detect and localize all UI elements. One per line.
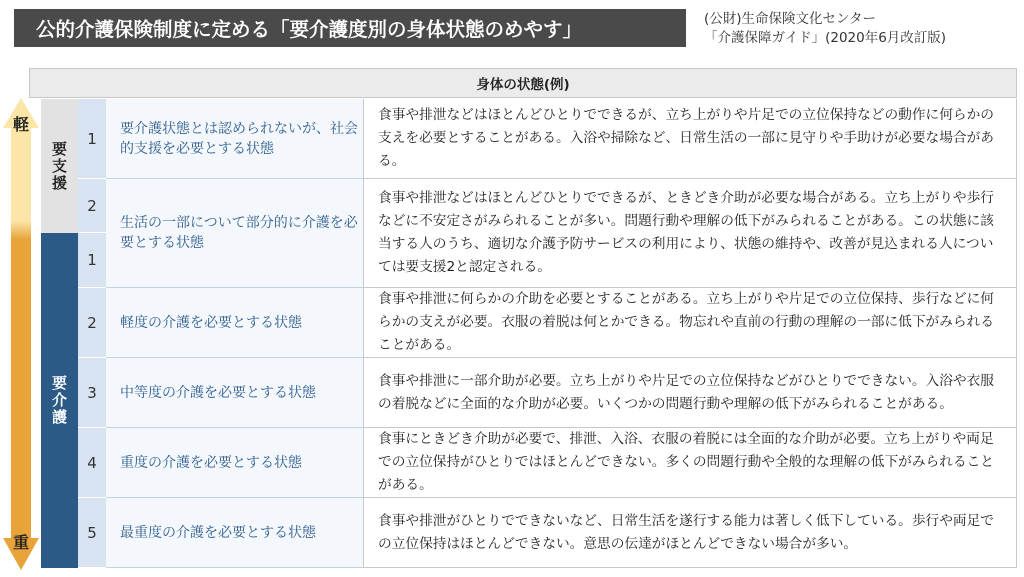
state-description (363, 288, 1017, 358)
group-label-kaigo (41, 233, 78, 568)
description-text: 食事や排泄に一部介助が必要。立ち上がりや片足での立位保持などがひとりでできない。入浴や衣服の着脱などに全面的な介助が必要。いくつかの問題行動や理解の低下がみられることがある。 (378, 372, 994, 412)
level-number: 4 (78, 428, 106, 498)
table-header: 身体の状態(例) (29, 68, 1017, 98)
level-number: 3 (78, 358, 106, 428)
scale-light-label: 軽 (12, 115, 30, 134)
state-description (363, 498, 1017, 568)
level-number: 1 (78, 233, 106, 288)
state-summary: 最重度の介護を必要とする状態 (106, 498, 363, 568)
description-text: 食事にときどき介助が必要で、排泄、入浴、衣服の着脱には全面的な介助が必要。立ち上がりや両足での立位保持がひとりではほとんどできない。多くの問題行動や全般的な理解の低下がみられることがある。 (378, 431, 994, 493)
source-line-2: 「介護保障ガイド」(2020年6月改訂版) (704, 30, 947, 46)
state-summary: 軽度の介護を必要とする状態 (106, 288, 363, 358)
state-summary: 生活の一部について部分的に介護を必要とする状態 (106, 179, 363, 288)
page-title: 公的介護保険制度に定める「要介護度別の身体状態のめやす」 (14, 9, 686, 47)
level-number: 1 (78, 99, 106, 179)
level-number: 2 (78, 288, 106, 358)
state-summary: 中等度の介護を必要とする状態 (106, 358, 363, 428)
state-description (363, 358, 1017, 428)
arrow-shape (3, 98, 39, 570)
description-text: 食事や排泄がひとりでできないなど、日常生活を遂行する能力は著しく低下している。歩行や両足での立位保持はほとんどできない。意思の伝達がほとんどできない場合が多い。 (378, 512, 994, 552)
description-text: 食事や排泄などはほとんどひとりでできるが、立ち上がりや片足での立位保持などの動作に何らかの支えを必要とすることがある。入浴や掃除など、日常生活の一部に見守りや手助けが必要な場合がある。 (378, 107, 994, 169)
source-line-1: (公財)生命保険文化センター (704, 11, 876, 27)
state-summary: 重度の介護を必要とする状態 (106, 428, 363, 498)
scale-heavy-label: 重 (12, 533, 30, 552)
state-description (363, 99, 1017, 179)
state-description (363, 428, 1017, 498)
group-kaigo-text: 要介護 (50, 375, 68, 426)
group-label-shien (41, 99, 78, 233)
severity-arrow (3, 98, 39, 570)
description-text: 食事や排泄に何らかの介助を必要とすることがある。立ち上がりや片足での立位保持、歩行などに何らかの支えが必要。衣服の着脱は何とかできる。物忘れや直前の行動の理解の一部に低下がみられることがある。 (378, 291, 994, 353)
state-summary: 要介護状態とは認められないが、社会的支援を必要とする状態 (106, 99, 363, 179)
state-description (363, 179, 1017, 288)
source-citation (704, 10, 946, 48)
description-text: 食事や排泄などはほとんどひとりでできるが、ときどき介助が必要な場合がある。立ち上がりや歩行などに不安定さがみられることが多い。問題行動や理解の低下がみられることがある。この状態に該当する人のうち、適切な介護予防サービスの利用により、状態の維持や、改善が見込まれる人については要支援2と認定される。 (378, 190, 994, 275)
group-shien-text: 要支援 (50, 140, 68, 192)
level-number: 5 (78, 498, 106, 568)
level-number: 2 (78, 179, 106, 233)
